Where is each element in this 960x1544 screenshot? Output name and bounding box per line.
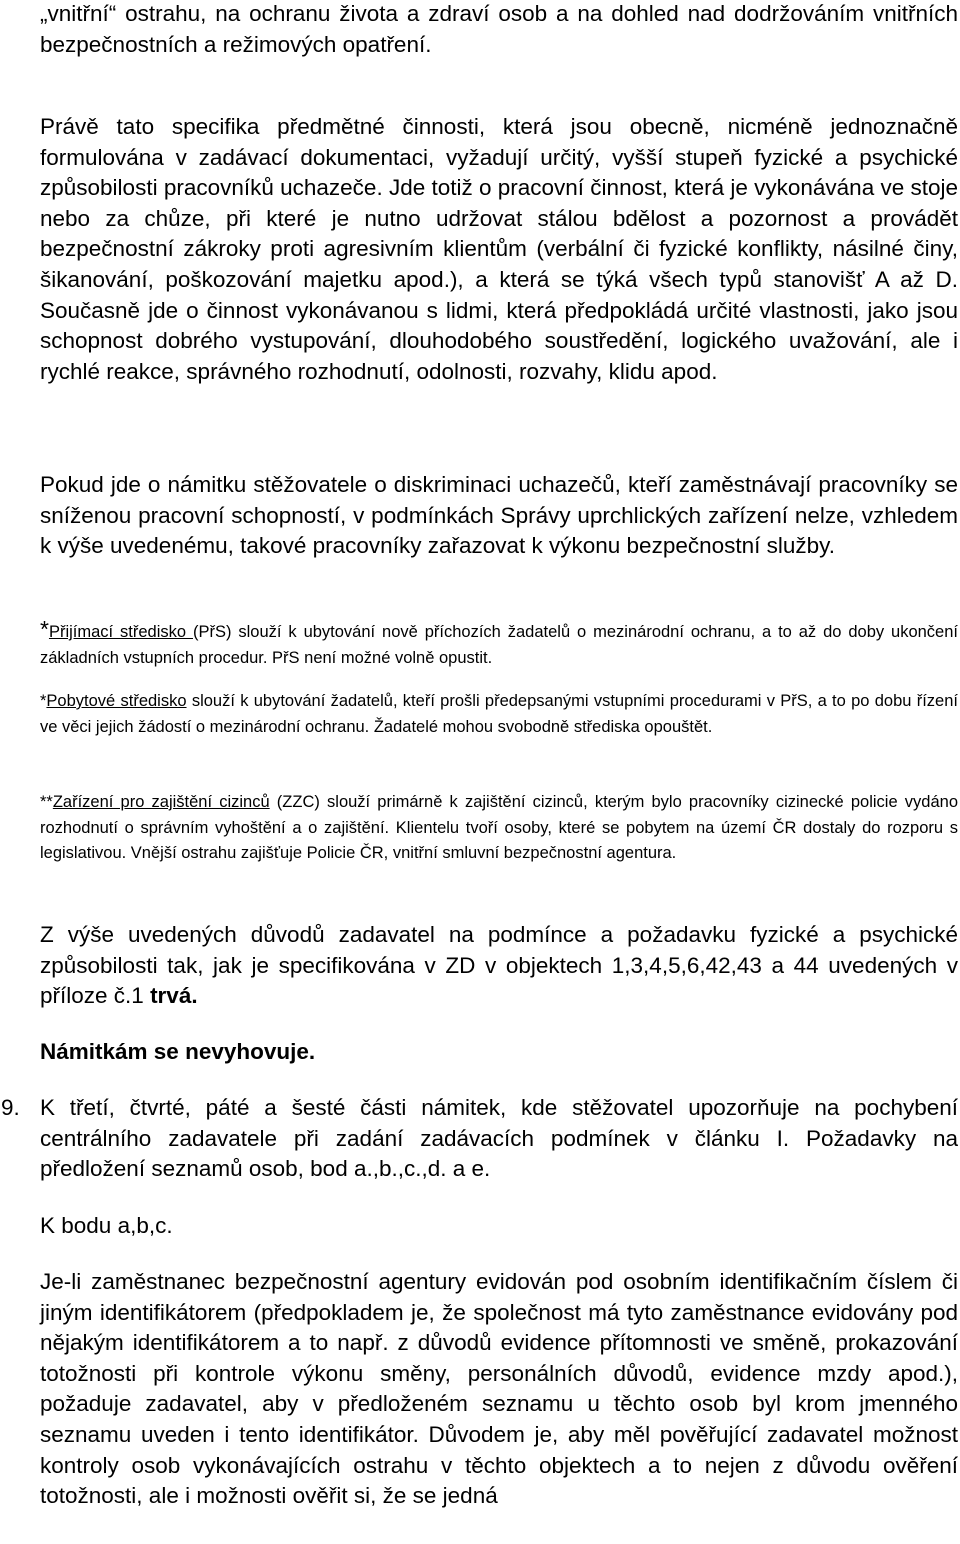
paragraph-intro: „vnitřní“ ostrahu, na ochranu života a zdraví osob a na dohled nad dodržováním vnitřních bezpečnostních a režimových opatření. <box>40 1 958 57</box>
footnote-star: * <box>40 616 49 642</box>
footnote-text: slouží k ubytování žadatelů, kteří prošli předepsanými vstupními procedurami v PřS, a to po dobu řízení ve věci jejich žádostí o mezinárodní ochranu. Žadatelé mohou svobodně střediska opouštět. <box>40 692 958 736</box>
paragraph-objection: Pokud jde o námitku stěžovatele o diskriminaci uchazečů, kteří zaměstnávají pracovníky se sníženou pracovní schopností, v podmínkách Správy uprchlických zařízení nelze, vzhledem k výše uvedenému, takové pracovníky zařazovat k výkonu bezpečnostní služby. <box>40 472 958 559</box>
list-item-text: K třetí, čtvrté, páté a šesté části námitek, kde stěžovatel upozorňuje na pochybení centrálního zadavatele při zadání zadávacích podmínek v článku I. Požadavky na předložení seznamů osob, bod a.,b.,c.,d. a e. <box>40 1095 958 1182</box>
footnote-receiving-center <box>40 617 958 671</box>
footnote-term: Zařízení pro zajištění cizinců <box>52 793 270 811</box>
verdict: Námitkám se nevyhovuje. <box>40 1039 316 1064</box>
paragraph-identifier: Je-li zaměstnanec bezpečnostní agentury evidován pod osobním identifikačním číslem či jiným identifikátorem (předpokladem je, že společnost má tyto zaměstnance evidovány pod nějakým identifikátorem a to např. z důvodů evidence přítomnosti ve směně, prokazování totožnosti při kontrole výkonu směny, personálních důvodů, evidence mzdy apod.), požaduje zadavatel, aby v předloženém seznamu u těchto osob byl krom jmenného seznamu uveden i tento identifikátor. Důvodem je, aby měl pověřující zadavatel možnost kontroly osob vykonávajících ostrahu v těchto objektech a to nejen z důvodu ověření totožnosti, ale i možnosti ověřit si, že se jedná <box>40 1269 958 1509</box>
footnote-text: (ZZC) slouží primárně k zajištění cizinců, kterým bylo pracovníky cizinecké policie vydáno rozhodnutí o správním vyhoštění a o zajištění. Klientelu tvoří osoby, které se pobytem na území ČR dostaly do rozporu s legislativou. Vnější ostrahu zajišťuje Policie ČR, vnitřní smluvní bezpečnostní agentura. <box>40 793 958 862</box>
list-number: 9. <box>1 1095 20 1120</box>
footnote-star: ** <box>40 793 53 811</box>
footnote-star: * <box>40 692 47 710</box>
footnote-term: Pobytové středisko <box>46 692 187 710</box>
paragraph-conclusion <box>40 920 958 1012</box>
list-item-9 <box>1 1093 958 1185</box>
conclusion-text: Z výše uvedených důvodů zadavatel na podmínce a požadavku fyzické a psychické způsobilosti tak, jak je specifikována v ZD v objektech 1,3,4,5,6,42,43 a 44 uvedených v příloze č.1 <box>40 922 958 1009</box>
footnote-text: (PřS) slouží k ubytování nově příchozích žadatelů o mezinárodní ochranu, a to až do doby ukončení základních vstupních procedur. PřS není možné volně opustit. <box>40 623 958 667</box>
footnote-term: Přijímací středisko <box>48 623 193 641</box>
footnote-residential-center <box>40 689 958 740</box>
paragraph-specifics: Právě tato specifika předmětné činnosti, která jsou obecně, nicméně jednoznačně formulována v zadávací dokumentaci, vyžadují určitý, vyšší stupeň fyzické a psychické způsobilosti pracovníků uchazeče. Jde totiž o pracovní činnost, která je vykonávána ve stoje nebo za chůze, při které je nutno udržovat stálou bdělost a pozornost a provádět bezpečnostní zákroky proti agresivním klientům (verbální či fyzické konflikty, násilné činy, šikanování, poškozování majetku apod.), a která se týká všech typů stanovišť A až D. Současně jde o činnost vykonávanou s lidmi, která předpokládá určité vlastnosti, jako jsou schopnost dobrého vystupování, dlouhodobého soustředění, logického uvažování, ale i rychlé reakce, správného rozhodnutí, odolnosti, rozvahy, klidu apod. <box>40 114 959 384</box>
subheading-bod: K bodu a,b,c. <box>40 1213 173 1238</box>
footnote-detention-facility <box>40 790 958 867</box>
conclusion-bold: trvá. <box>150 983 198 1009</box>
